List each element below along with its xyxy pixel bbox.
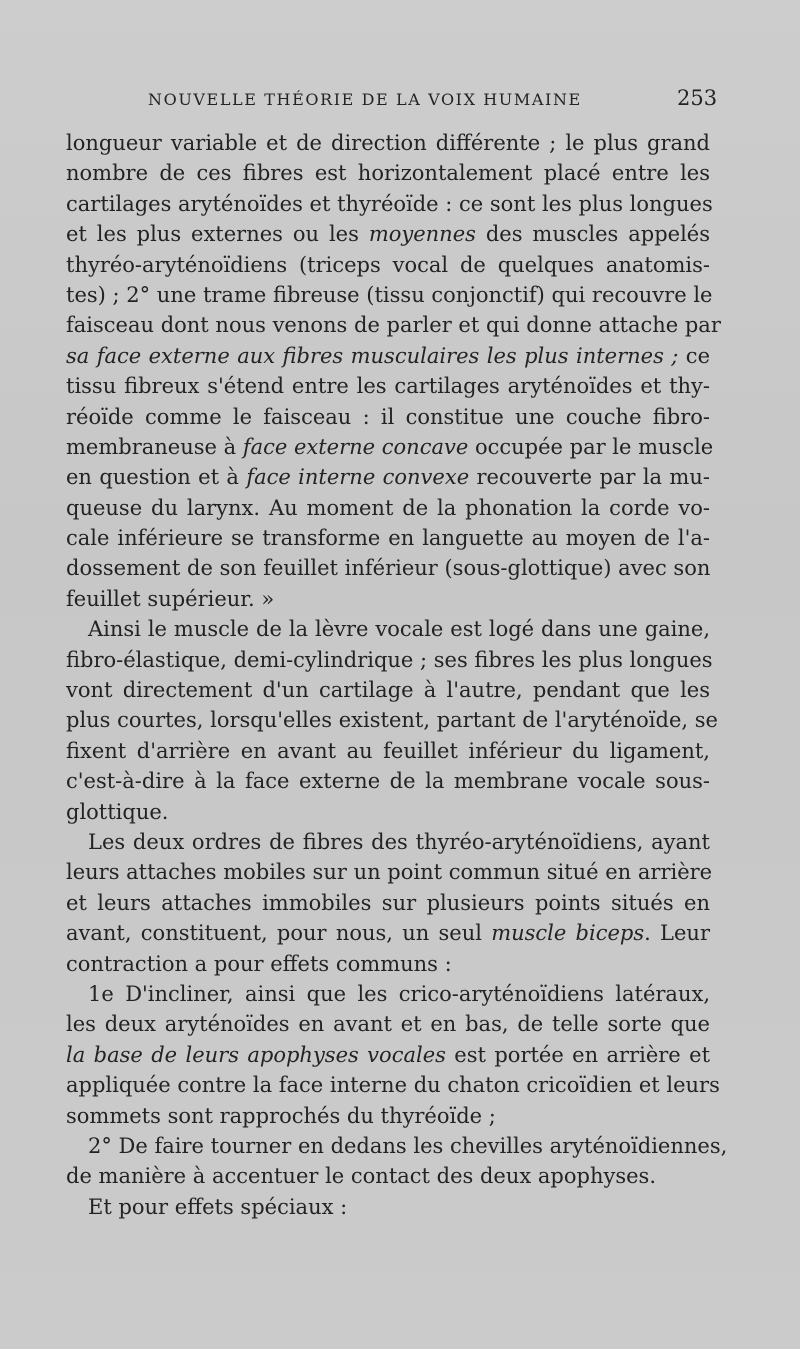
text-line [66, 1040, 710, 1070]
text-segment: sommets sont rapprochés du thyréoïde ; [66, 1103, 496, 1128]
running-title: NOUVELLE THÉORIE DE LA VOIX HUMAINE [148, 90, 582, 109]
text-segment: avant, constituent, pour nous, un seul [66, 921, 492, 946]
text-segment: tes) ; 2° une trame fibreuse (tissu conjonctif) qui recouvre le [66, 282, 713, 307]
text-segment: Ainsi le muscle de la lèvre vocale est logé dans une gaine, [88, 617, 710, 642]
text-line [66, 432, 714, 462]
text-line [66, 1070, 720, 1100]
text-segment: c'est-à-dire à la face externe de la membrane vocale sous- [66, 769, 710, 794]
text-line [66, 584, 710, 614]
text-segment: vont directement d'un cartilage à l'autre, pendant que les [66, 678, 710, 703]
text-segment: et les plus externes ou les [66, 222, 369, 247]
text-segment: et leurs attaches immobiles sur plusieurs points situés en [66, 890, 710, 915]
text-segment: fixent d'arrière en avant au feuillet inférieur du ligament, [66, 738, 710, 763]
text-segment: cartilages aryténoïdes et thyréoïde : ce sont les plus longues [66, 191, 713, 216]
text-line [66, 675, 710, 705]
text-line [66, 949, 710, 979]
text-line [66, 736, 710, 766]
text-line [66, 888, 710, 918]
italic-text: sa face externe aux fibres musculaires les plus internes ; [66, 343, 679, 368]
text-segment: plus courtes, lorsqu'elles existent, partant de l'aryténoïde, se [66, 708, 718, 733]
text-line [66, 614, 710, 644]
text-segment: de manière à accentuer le contact des deux apophyses. [66, 1164, 656, 1189]
text-line [66, 979, 710, 1009]
text-segment: feuillet supérieur. » [66, 586, 275, 611]
text-segment: membraneuse à [66, 434, 243, 459]
text-line [66, 280, 713, 310]
text-line [66, 1101, 710, 1131]
text-line [66, 1009, 710, 1039]
text-segment: . Leur [644, 921, 710, 946]
text-segment: queuse du larynx. Au moment de la phonation la corde vo- [66, 495, 710, 520]
text-segment: est portée en arrière et [445, 1042, 711, 1067]
text-line [66, 827, 710, 857]
text-line [66, 493, 710, 523]
text-segment: fibro-élastique, demi-cylindrique ; ses fibres les plus longues [66, 647, 713, 672]
text-line [66, 797, 710, 827]
text-segment: des muscles appelés [475, 222, 711, 247]
text-line [66, 371, 710, 401]
italic-text: face externe concave [242, 434, 469, 459]
text-segment: 1e D'incliner, ainsi que les crico-aryténoïdiens latéraux, [88, 981, 710, 1006]
text-line [66, 250, 710, 280]
text-segment: occupée par le muscle [468, 434, 714, 459]
text-line [66, 857, 713, 887]
text-line [66, 705, 718, 735]
text-segment: Les deux ordres de fibres des thyréo-aryténoïdiens, ayant [88, 829, 710, 854]
text-segment: réoïde comme le faisceau : il constitue une couche fibro- [66, 404, 710, 429]
text-segment: en question et à [66, 465, 247, 490]
italic-text: moyennes [368, 222, 476, 247]
text-line [66, 523, 710, 553]
italic-text: muscle biceps [491, 921, 645, 946]
text-segment: leurs attaches mobiles sur un point commun situé en arrière [66, 860, 713, 885]
text-segment: ce [678, 343, 710, 368]
text-line [66, 645, 713, 675]
text-line [66, 128, 710, 158]
text-line [66, 1131, 728, 1161]
text-line [66, 766, 710, 796]
text-segment: 2° De faire tourner en dedans les chevilles aryténoïdiennes, [88, 1133, 728, 1158]
page-header [0, 86, 800, 116]
text-line [66, 462, 710, 492]
italic-text: la base de leurs apophyses vocales [66, 1042, 446, 1067]
text-line [66, 158, 710, 188]
text-segment: Et pour effets spéciaux : [88, 1194, 348, 1219]
text-segment: glottique. [66, 799, 169, 824]
text-segment: les deux aryténoïdes en avant et en bas, de telle sorte que [66, 1012, 710, 1037]
italic-text: face interne convexe [246, 465, 470, 490]
text-line [66, 553, 710, 583]
page-number: 253 [677, 86, 718, 110]
text-line [66, 189, 713, 219]
text-line [66, 1161, 710, 1191]
text-line [66, 1192, 710, 1222]
text-line [66, 918, 710, 948]
text-segment: nombre de ces fibres est horizontalement placé entre les [66, 161, 710, 186]
body-text [66, 128, 728, 1222]
text-line [66, 310, 721, 340]
text-segment: recouverte par la mu- [469, 465, 710, 490]
text-segment: thyréo-aryténoïdiens (triceps vocal de quelques anatomis- [66, 252, 710, 277]
text-line [66, 341, 710, 371]
text-line [66, 219, 710, 249]
text-line [66, 402, 710, 432]
text-segment: tissu fibreux s'étend entre les cartilages aryténoïdes et thy- [66, 374, 710, 399]
text-segment: contraction a pour effets communs : [66, 951, 452, 976]
text-segment: longueur variable et de direction différente ; le plus grand [66, 131, 710, 155]
text-segment: faisceau dont nous venons de parler et qui donne attache par [66, 313, 721, 338]
text-segment: appliquée contre la face interne du chaton cricoïdien et leurs [66, 1073, 720, 1098]
text-segment: dossement de son feuillet inférieur (sous-glottique) avec son [66, 556, 711, 581]
text-segment: cale inférieure se transforme en languette au moyen de l'a- [66, 526, 710, 551]
